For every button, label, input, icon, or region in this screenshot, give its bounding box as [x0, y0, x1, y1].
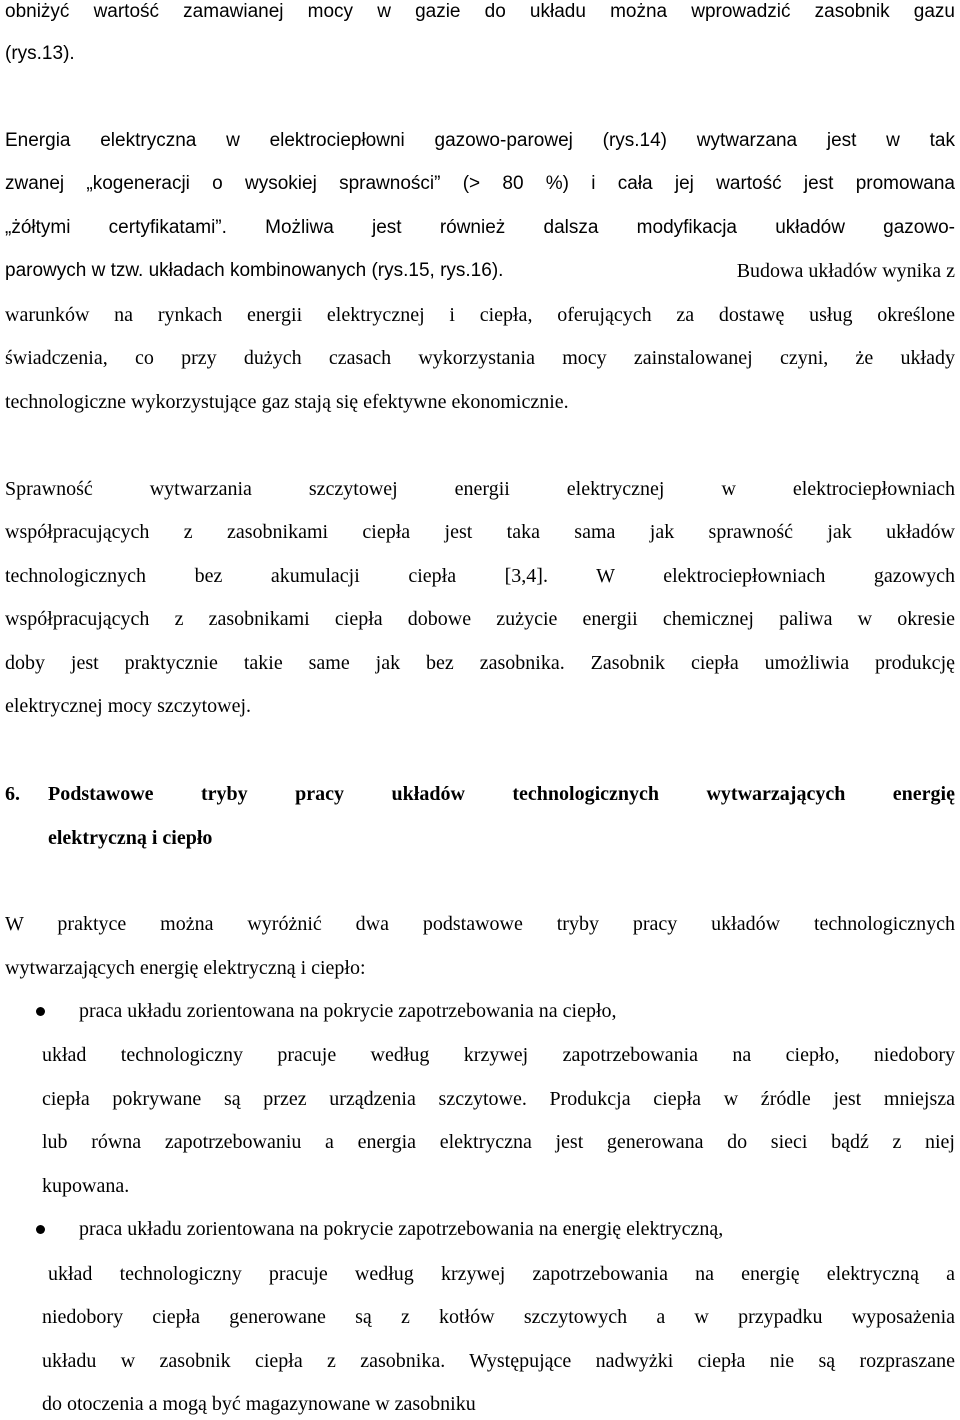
paragraph-line: zwanej „kogeneracji o wysokiej sprawności” (> 80 %) i cała jej wartość jest promowana [5, 173, 955, 194]
paragraph-line: Energia elektryczna w elektrociepłowni gazowo-parowej (rys.14) wytwarzana jest w tak [5, 130, 955, 151]
paragraph-line: wytwarzających energię elektryczną i ciepło: [5, 957, 366, 979]
list-item-body: układ technologiczny pracuje według krzywej zapotrzebowania na energię elektryczną a [48, 1263, 955, 1285]
paragraph-line: świadczenia, co przy dużych czasach wykorzystania mocy zainstalowanej czyni, że układy [5, 347, 955, 369]
list-item-body: lub równa zapotrzebowaniu a energia elektryczna jest generowana do sieci bądź z niej [42, 1131, 955, 1153]
list-item-body: ciepła pokrywane są przez urządzenia szczytowe. Produkcja ciepła w źródle jest mniejsza [42, 1088, 955, 1110]
paragraph-line: Budowa układów wynika z [736, 260, 955, 282]
list-item-body: niedobory ciepła generowane są z kotłów szczytowych a w przypadku wyposażenia [42, 1306, 955, 1328]
paragraph-line: obniżyć wartość zamawianej mocy w gazie do układu można wprowadzić zasobnik gazu [5, 1, 955, 22]
paragraph-line: współpracujących z zasobnikami ciepła jest taka sama jak sprawność jak układów [5, 521, 955, 543]
paragraph-line: „żółtymi certyfikatami”. Możliwa jest również dalsza modyfikacja układów gazowo- [5, 217, 955, 238]
bullet-icon [36, 1007, 45, 1016]
paragraph-line: technologiczne wykorzystujące gaz stają się efektywne ekonomicznie. [5, 391, 569, 413]
paragraph-line: elektrycznej mocy szczytowej. [5, 695, 251, 717]
paragraph-line: doby jest praktycznie takie same jak bez zasobnika. Zasobnik ciepła umożliwia produkcję [5, 652, 955, 674]
section-number: 6. [5, 783, 20, 805]
paragraph-line: współpracujących z zasobnikami ciepła dobowe zużycie energii chemicznej paliwa w okresie [5, 608, 955, 630]
paragraph-line: technologicznych bez akumulacji ciepła [3,4]. W elektrociepłowniach gazowych [5, 565, 955, 587]
paragraph-line: Sprawność wytwarzania szczytowej energii elektrycznej w elektrociepłowniach [5, 478, 955, 500]
paragraph-line: (rys.13). [5, 43, 75, 64]
paragraph-line: W praktyce można wyróżnić dwa podstawowe tryby pracy układów technologicznych [5, 913, 955, 935]
paragraph-line: parowych w tzw. układach kombinowanych (rys.15, rys.16). [5, 260, 504, 281]
section-heading-line: Podstawowe tryby pracy układów technologicznych wytwarzających energię [48, 783, 955, 805]
list-item: praca układu zorientowana na pokrycie zapotrzebowania na ciepło, [79, 1000, 617, 1022]
list-item: praca układu zorientowana na pokrycie zapotrzebowania na energię elektryczną, [79, 1218, 724, 1240]
list-item-body: układ technologiczny pracuje według krzywej zapotrzebowania na ciepło, niedobory [42, 1044, 955, 1066]
section-heading-line: elektryczną i ciepło [48, 827, 213, 849]
list-item-body: kupowana. [42, 1175, 130, 1197]
list-item-body: do otoczenia a mogą być magazynowane w zasobniku [42, 1393, 476, 1415]
paragraph-line: warunków na rynkach energii elektrycznej i ciepła, oferujących za dostawę usług określone [5, 304, 955, 326]
bullet-icon [36, 1225, 45, 1234]
list-item-body: układu w zasobnik ciepła z zasobnika. Występujące nadwyżki ciepła nie są rozpraszane [42, 1350, 955, 1372]
